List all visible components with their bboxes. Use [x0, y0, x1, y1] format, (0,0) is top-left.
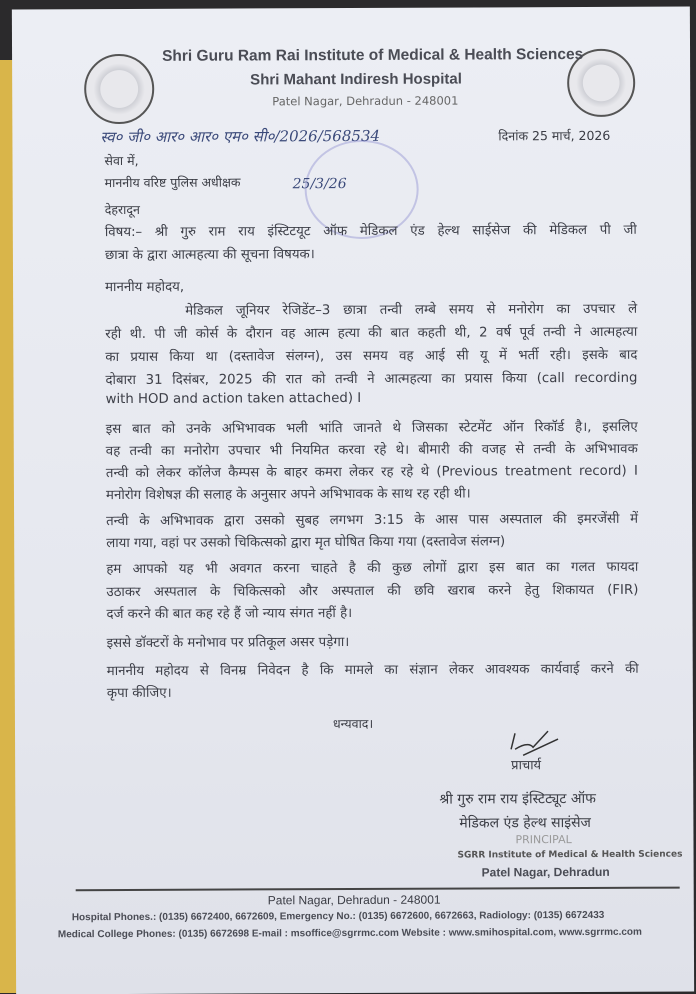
recipient-line: सेवा में, — [104, 152, 139, 169]
body-line: तन्वी को लेकर कॉलेज कैम्पस के बाहर कमरा लेकर रह रहे थे (Previous treatment record) I — [105, 463, 638, 482]
body-line: इससे डॉक्टरों के मनोभाव पर प्रतिकूल असर पड़ेगा। — [106, 635, 350, 652]
hospital-name: Shri Mahant Indiresh Hospital — [250, 70, 462, 89]
letter-date: दिनांक 25 मार्च, 2026 — [498, 127, 611, 144]
header-address: Patel Nagar, Dehradun - 248001 — [272, 93, 459, 109]
principal-stamp: SGRR Institute of Medical & Health Sciences — [457, 849, 683, 861]
signatory-title: प्राचार्य — [511, 758, 542, 774]
body-line: दर्ज करने की बात कह रहे हैं जो न्याय संगत नहीं है। — [106, 606, 353, 623]
signatory-org: मेडिकल एंड हेल्थ साइंसेज — [459, 814, 591, 832]
body-line: तन्वी के अभिभावक द्वारा उसको सुबह लगभग 3:15 के आस पास अस्पताल की इमरजेंसी में — [106, 511, 639, 530]
subject-line: छात्रा के द्वारा आत्महत्या की सूचना विषयक। — [104, 247, 315, 264]
body-line: उठाकर अस्पताल के चिकित्सको और अस्पताल की छवि खराब करने हेतु शिकायत (FIR) — [106, 582, 639, 601]
footer-hospital-phones: Hospital Phones.: (0135) 6672400, 6672609, Emergency No.: (0135) 6672600, 6672663, Radiology: (0135) 6672433 — [71, 909, 605, 924]
body-line: का प्रयास किया था (दस्तावेज संलग्न), उस समय वह आई सी यू में भर्ती रही। इसके बाद — [105, 347, 638, 366]
institute-logo — [84, 54, 154, 124]
body-line: कृपा कीजिए। — [106, 685, 172, 702]
letter-page — [12, 7, 694, 994]
body-line: रही थी. पी जी कोर्स के दौरान वह आत्म हत्या की बात कहती थी, 2 वर्ष पूर्व तन्वी ने आत्महत्या — [105, 324, 638, 343]
institute-name: Shri Guru Ram Rai Institute of Medical & Health Sciences — [162, 45, 584, 65]
reference-number: स्व० जी० आर० आर० एम० सी०/2026/568534 — [100, 126, 381, 147]
principal-stamp: Patel Nagar, Dehradun — [481, 864, 610, 880]
closing: धन्यवाद। — [332, 715, 374, 732]
received-date: 25/3/26 — [292, 176, 347, 193]
salutation: माननीय महोदय, — [105, 279, 185, 296]
body-line: with HOD and action taken attached) I — [105, 390, 362, 408]
footer-college-contacts: Medical College Phones: (0135) 6672698 E-mail : msoffice@sgrrmc.com Website : www.smihospital.com, www.sgrrmc.com — [57, 926, 642, 941]
body-line: माननीय महोदय से विनम्र निवेदन है कि मामले का संज्ञान लेकर आवश्यक कार्यवाई करने की — [106, 661, 639, 680]
subject-line: विषय:– श्री गुरु राम राय इंस्टिटयूट ऑफ मेडिकल एंड हेल्थ साईसेज की मेडिकल पी जी — [104, 222, 637, 241]
body-line: दोबारा 31 दिसंबर, 2025 की रात को तन्वी ने आत्महत्या का प्रयास किया (call recording — [105, 370, 638, 389]
recipient-line: देहरादून — [104, 201, 140, 218]
signatory-org: श्री गुरु राम राय इंस्टिट्यूट ऑफ — [439, 790, 596, 808]
recipient-line: माननीय वरिष्ट पुलिस अधीक्षक — [104, 174, 241, 191]
body-line: मेडिकल जूनियर रेजिडेंट–3 छात्रा तन्वी लम्बे समय से मनोरोग का उपचार ले — [185, 301, 638, 319]
body-line: हम आपको यह भी अवगत करना चाहते है की कुछ लोगों द्वारा इस बात का गलत फायदा — [106, 559, 639, 578]
body-line: इस बात को उनके अभिभावक भली भांति जानते थे जिसका स्टेटमेंट ऑन रिकॉर्ड है।, इसलिए — [105, 419, 638, 438]
body-line: वह तन्वी का मनोरोग उपचार भी नियमित करवा रहे थे। बीमारी की वजह से तन्वी के अभिभावक — [105, 441, 638, 460]
principal-stamp: PRINCIPAL — [515, 833, 572, 847]
footer-divider — [76, 887, 680, 892]
body-line: लाया गया, वहां पर उसको चिकित्सको द्वारा मृत घोषित किया गया (दस्तावेज संलग्न) — [106, 534, 506, 552]
footer-address: Patel Nagar, Dehradun - 248001 — [267, 892, 441, 908]
signature-mark — [503, 719, 563, 759]
body-line: मनोरोग विशेषज्ञ की सलाह के अनुसार अपने अभिभावक के साथ रह रही थी। — [105, 486, 471, 504]
